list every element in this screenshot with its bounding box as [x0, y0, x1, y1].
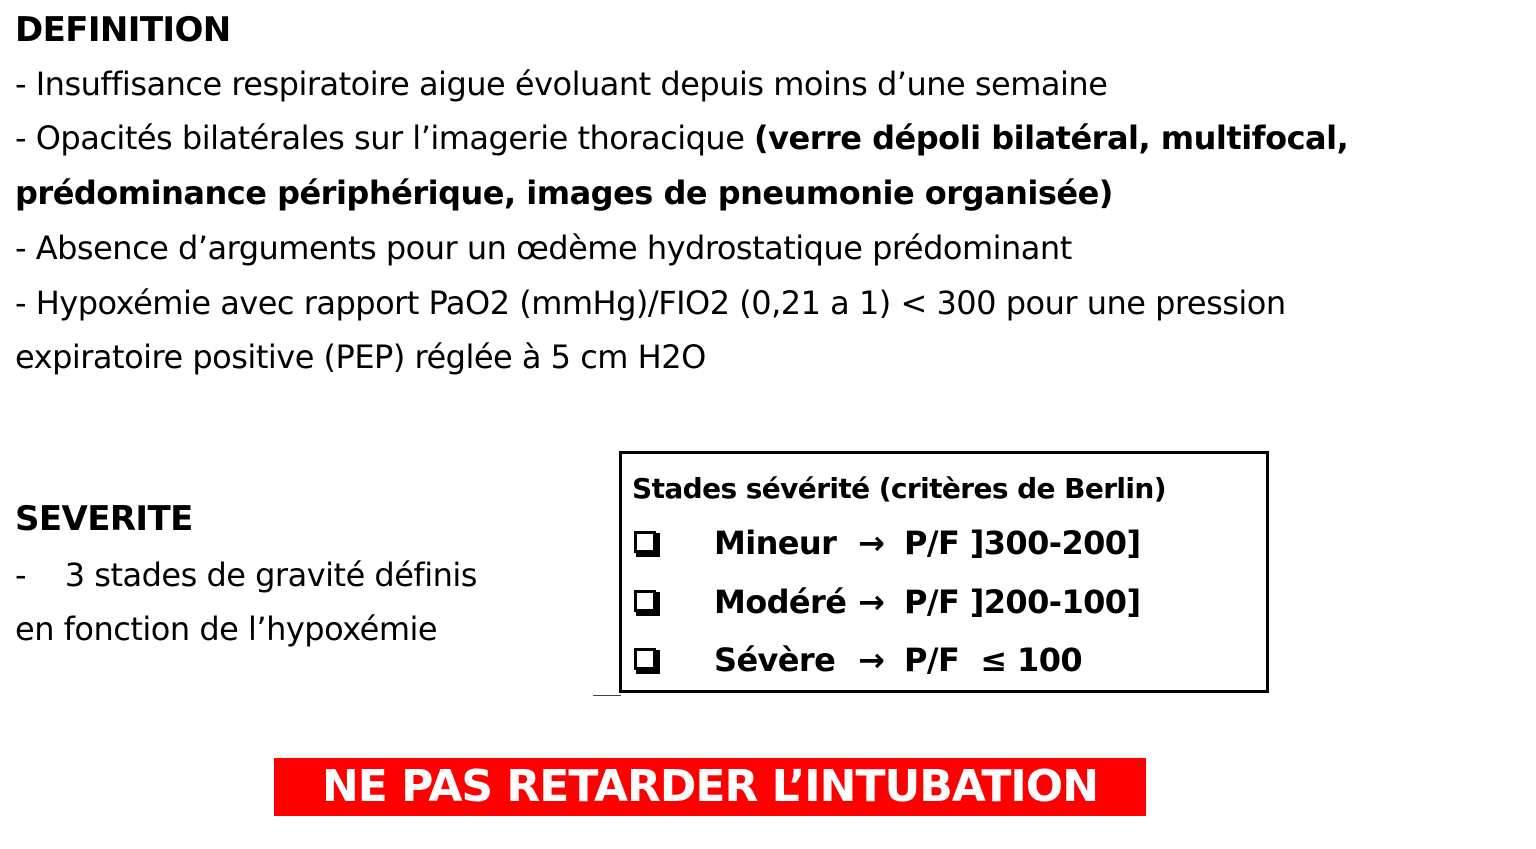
arrow-right-icon: →: [858, 583, 885, 621]
stages-table-title: Stades sévérité (critères de Berlin): [632, 472, 1166, 505]
severity-line-1: - 3 stades de gravité définis: [15, 556, 477, 594]
definition-line-3: prédominance périphérique, images de pneumonie organisée): [15, 174, 1113, 212]
arrow-right-icon: →: [858, 641, 885, 679]
checkbox-icon: [634, 590, 656, 612]
arrow-right-icon: →: [858, 524, 885, 562]
stage-label: Modéré: [714, 583, 847, 621]
warning-banner: NE PAS RETARDER L’INTUBATION: [274, 758, 1146, 816]
definition-line-2-text: - Opacités bilatérales sur l’imagerie thoracique: [15, 119, 755, 157]
definition-line-2: [15, 118, 1348, 158]
stage-label: Mineur: [714, 524, 837, 562]
checkbox-icon: [634, 531, 656, 553]
stages-table: [619, 451, 1269, 693]
definition-line-1: - Insuffisance respiratoire aigue évoluant depuis moins d’une semaine: [15, 65, 1108, 103]
stage-range: P/F ]300-200]: [904, 524, 1141, 562]
definition-line-2-bold: (verre dépoli bilatéral, multifocal,: [754, 119, 1349, 157]
severity-title: SEVERITE: [15, 499, 193, 539]
stage-range: P/F ]200-100]: [904, 583, 1141, 621]
definition-line-5: - Hypoxémie avec rapport PaO2 (mmHg)/FIO2 (0,21 a 1) < 300 pour une pression: [15, 284, 1286, 322]
definition-title: DEFINITION: [15, 10, 231, 50]
stage-label: Sévère: [714, 641, 836, 679]
severity-line-2: en fonction de l’hypoxémie: [15, 610, 438, 648]
stage-range: P/F ≤ 100: [904, 641, 1083, 679]
definition-line-6: expiratoire positive (PEP) réglée à 5 cm H2O: [15, 338, 706, 376]
table-base-line: [593, 695, 621, 696]
checkbox-icon: [634, 648, 656, 670]
definition-line-4: - Absence d’arguments pour un œdème hydrostatique prédominant: [15, 229, 1072, 267]
